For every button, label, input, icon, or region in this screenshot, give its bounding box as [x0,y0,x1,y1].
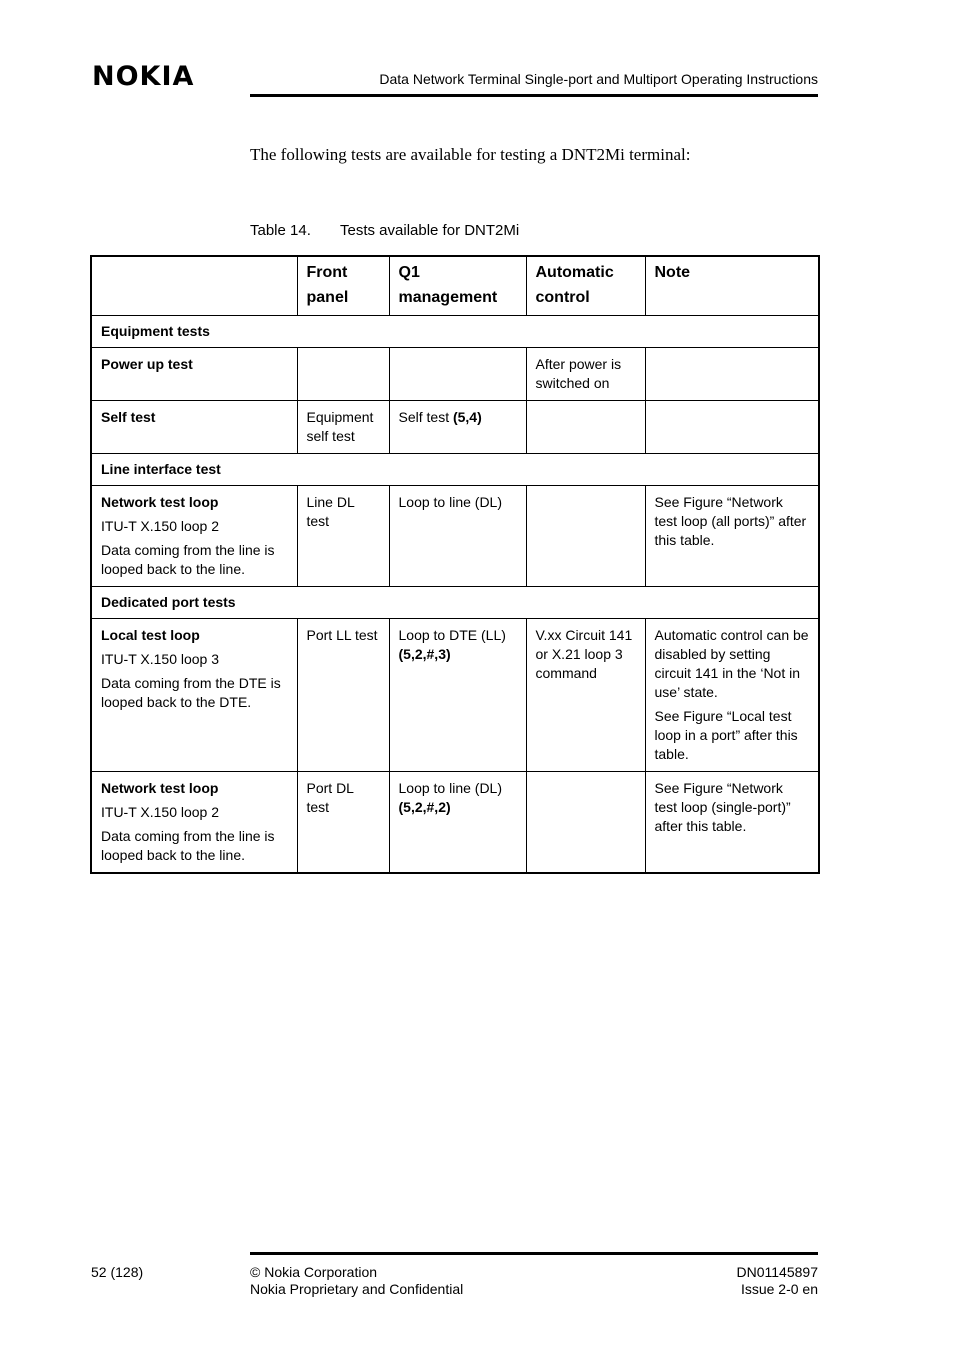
table-caption-text: Tests available for DNT2Mi [340,222,520,239]
test-cell [91,772,297,874]
test-standard: ITU-T X.150 loop 2 [101,518,220,534]
table-row [91,348,819,401]
test-name: Power up test [101,356,193,372]
front-panel-cell [297,348,389,401]
q1-cell [389,486,526,587]
table-row [91,772,819,874]
test-description: Data coming from the line is looped back to the line. [101,542,275,577]
issue-number: Issue 2-0 en [740,1281,818,1297]
section-row [91,587,819,619]
table-row [91,486,819,587]
q1-cell [389,348,526,401]
document-number: DN01145897 [736,1264,818,1280]
confidential-text: Nokia Proprietary and Confidential [250,1281,464,1297]
q1-text: Self test [398,409,453,425]
test-standard: ITU-T X.150 loop 3 [101,651,220,667]
q1-code: (5,2,#,2) [398,799,451,815]
note-cell [645,486,819,587]
test-name: Network test loop [101,494,219,510]
section-title: Line interface test [91,454,819,486]
note-text: See Figure “Local test loop in a port” after this table. [654,708,798,762]
test-description: Data coming from the line is looped back to the line. [101,828,275,863]
automatic-control-cell [526,401,645,454]
table-caption [250,222,519,240]
section-row [91,316,819,348]
q1-cell [389,619,526,772]
front-panel-cell: Port DL test [297,772,389,874]
test-name: Network test loop [101,780,219,796]
tests-table [90,255,820,874]
footer-copyright [250,1264,463,1298]
intro-paragraph: The following tests are available for testing a DNT2Mi terminal: [250,145,691,164]
column-header [91,256,297,316]
test-cell [91,348,297,401]
q1-cell [389,772,526,874]
document-title: Data Network Terminal Single-port and Multiport Operating Instructions [379,71,818,87]
table-header-row [91,256,819,316]
test-standard: ITU-T X.150 loop 2 [101,804,220,820]
note-text: See Figure “Network test loop (all ports)” after this table. [654,494,807,548]
automatic-control-cell: V.xx Circuit 141 or X.21 loop 3 command [526,619,645,772]
test-cell [91,619,297,772]
table-row [91,401,819,454]
q1-code: (5,4) [452,409,482,425]
note-cell [645,772,819,874]
column-header-automatic-control: Automatic control [526,256,645,316]
q1-text: Loop to line (DL) [398,494,503,510]
automatic-control-cell [526,486,645,587]
header-divider [250,94,818,97]
front-panel-cell: Line DL test [297,486,389,587]
footer-divider [250,1252,818,1255]
note-cell [645,619,819,772]
automatic-control-cell [526,772,645,874]
test-name: Local test loop [101,627,200,643]
footer-document-info [600,1264,818,1298]
nokia-logo: NOKIA [92,61,195,92]
column-header-q1-management: Q1 management [389,256,526,316]
section-row [91,454,819,486]
q1-text: Loop to line (DL) [398,780,503,796]
note-text: Automatic control can be disabled by setting circuit 141 in the ‘Not in use’ state. [654,627,809,700]
column-header-note: Note [645,256,819,316]
test-cell [91,401,297,454]
q1-cell [389,401,526,454]
front-panel-cell: Port LL test [297,619,389,772]
copyright-text: © Nokia Corporation [250,1264,378,1280]
test-description: Data coming from the DTE is looped back to the DTE. [101,675,281,710]
table-row [91,619,819,772]
page-number: 52 (128) [91,1264,144,1280]
note-cell [645,348,819,401]
q1-code: (5,2,#,3) [398,646,451,662]
note-cell [645,401,819,454]
section-title: Dedicated port tests [91,587,819,619]
front-panel-cell: Equipment self test [297,401,389,454]
column-header-front-panel: Front panel [297,256,389,316]
test-cell [91,486,297,587]
note-text: See Figure “Network test loop (single-port)” after this table. [654,780,791,834]
table-number: Table 14. [250,222,311,239]
section-title: Equipment tests [91,316,819,348]
automatic-control-cell: After power is switched on [526,348,645,401]
test-name: Self test [101,409,156,425]
q1-text: Loop to DTE (LL) [398,627,506,643]
